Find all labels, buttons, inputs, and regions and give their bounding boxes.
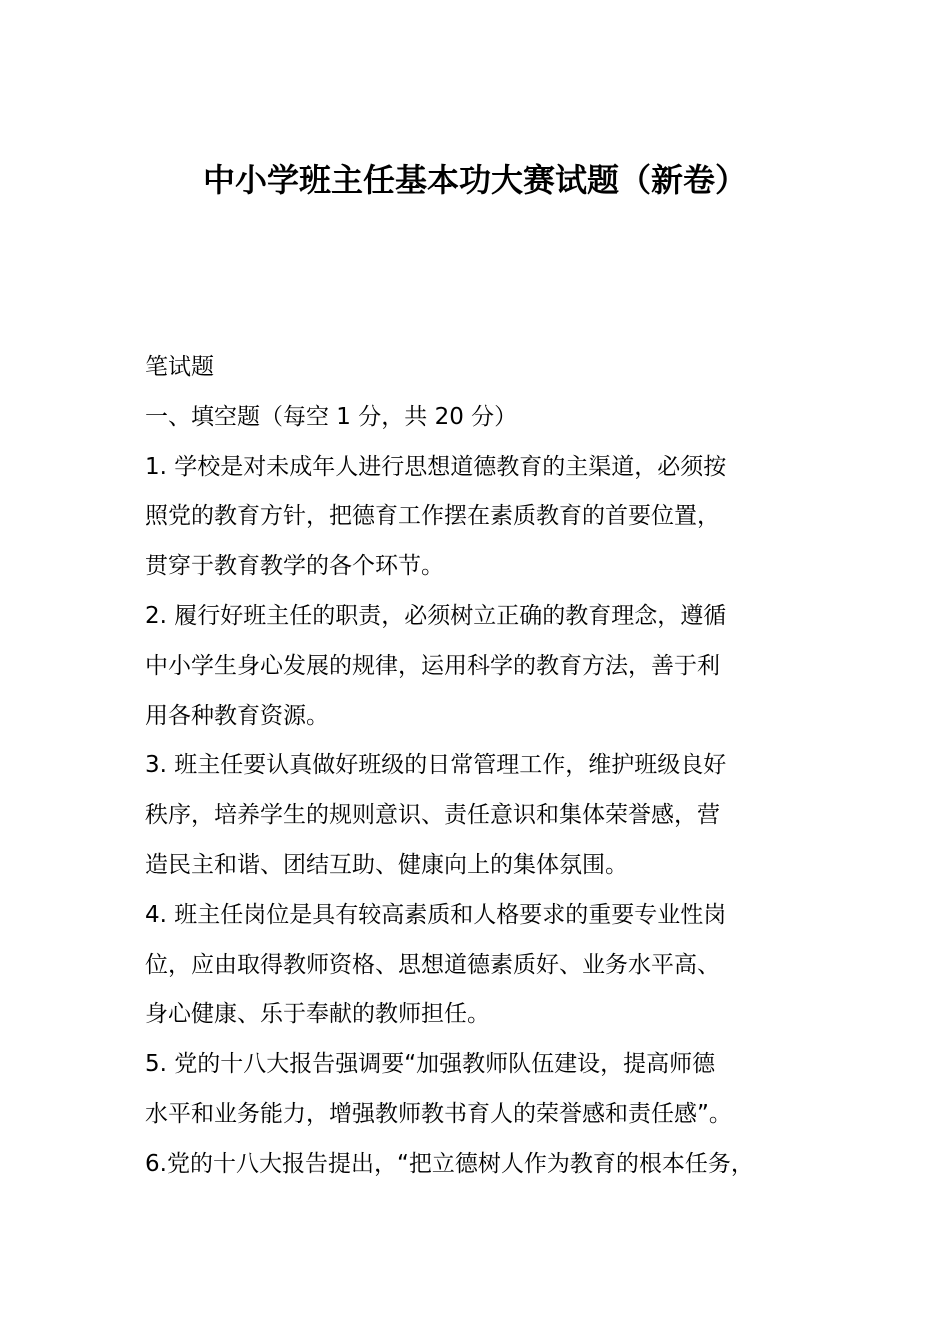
- text-line: 用各种教育资源。: [145, 702, 329, 729]
- text-line: 贯穿于教育教学的各个环节。: [145, 553, 444, 580]
- document-title: 中小学班主任基本功大赛试题（新卷）: [202, 161, 747, 199]
- text-line: 秩序，培养学生的规则意识、责任意识和集体荣誉感，营: [145, 802, 720, 829]
- text-line: 照党的教育方针，把德育工作摆在素质教育的首要位置，: [145, 503, 720, 530]
- text-line: 6.党的十八大报告提出，“把立德树人作为教育的根本任务，: [145, 1150, 754, 1177]
- text-line: 2. 履行好班主任的职责，必须树立正确的教育理念，遵循: [145, 602, 727, 629]
- text-line: 造民主和谐、团结互助、健康向上的集体氛围。: [145, 851, 628, 878]
- text-line: 位，应由取得教师资格、思想道德素质好、业务水平高、: [145, 951, 720, 978]
- text-line: 1. 学校是对未成年人进行思想道德教育的主渠道，必须按: [145, 453, 727, 480]
- subsection-heading: 一、填空题（每空 1 分，共 20 分）: [145, 403, 518, 430]
- text-line: 中小学生身心发展的规律，运用科学的教育方法，善于利: [145, 652, 720, 679]
- text-line: 3. 班主任要认真做好班级的日常管理工作，维护班级良好: [145, 752, 727, 779]
- text-line: 4. 班主任岗位是具有较高素质和人格要求的重要专业性岗: [145, 901, 727, 928]
- text-line: 5. 党的十八大报告强调要“加强教师队伍建设，提高师德: [145, 1051, 716, 1078]
- document-body: [145, 343, 835, 1190]
- text-line: 水平和业务能力，增强教师教书育人的荣誉感和责任感”。: [145, 1100, 732, 1127]
- text-line: 身心健康、乐于奉献的教师担任。: [145, 1001, 490, 1028]
- section-heading: 笔试题: [145, 354, 214, 380]
